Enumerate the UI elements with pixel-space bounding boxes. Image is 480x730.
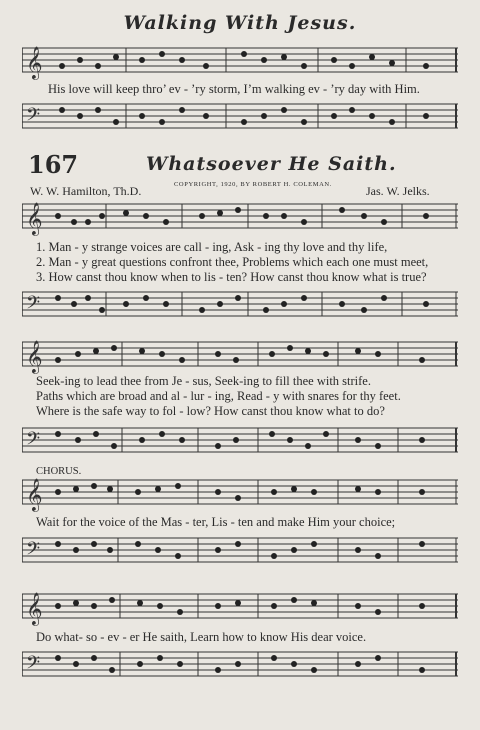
- verse-2-line: Paths which are broad and al - lur - ing, Read - y with snares for thy feet.: [36, 389, 401, 403]
- music-staff-treble: [22, 44, 458, 80]
- svg-text:𝄞: 𝄞: [26, 204, 43, 235]
- music-staff-treble: [22, 476, 458, 512]
- svg-text:𝄢: 𝄢: [26, 104, 41, 129]
- hymn-title: Whatsoever He Saith.: [146, 153, 397, 175]
- music-staff-bass: [22, 534, 458, 570]
- music-staff-bass: [22, 288, 458, 324]
- verse-1-line: Seek-ing to lead thee from Je - sus, Seek-ing to fill thee with strife.: [36, 374, 371, 388]
- verse-2-line: 2. Man - y great questions confront thee, Problems which each one must meet,: [36, 255, 429, 269]
- svg-text:𝄞: 𝄞: [26, 594, 43, 625]
- verse-3-line: 3. How canst thou know when to lis - ten? How canst thou know what is true?: [36, 270, 427, 284]
- verse-3-line: Where is the safe way to fol - low? How canst thou know what to do?: [36, 404, 385, 418]
- music-staff-treble: [22, 590, 458, 626]
- author-credit: W. W. Hamilton, Th.D.: [30, 184, 142, 198]
- svg-text:𝄢: 𝄢: [26, 538, 41, 563]
- hymn-number: 167: [28, 150, 79, 179]
- music-staff-bass: [22, 100, 458, 136]
- chorus-line: Wait for the voice of the Mas - ter, Lis - ten and make Him your choice;: [36, 515, 396, 529]
- svg-text:𝄞: 𝄞: [26, 48, 43, 79]
- svg-text:𝄞: 𝄞: [26, 480, 43, 511]
- svg-text:𝄞: 𝄞: [26, 342, 43, 373]
- composer-credit: Jas. W. Jelks.: [366, 184, 430, 198]
- svg-text:𝄢: 𝄢: [26, 652, 41, 677]
- chorus-label: CHORUS.: [36, 466, 82, 477]
- svg-text:𝄢: 𝄢: [26, 428, 41, 453]
- verse-1-line: 1. Man - y strange voices are call - ing, Ask - ing thy love and thy life,: [36, 240, 388, 254]
- header-hymn-lyric: His love will keep thro’ ev - ’ry storm, I’m walking ev - ’ry day with Him.: [48, 82, 420, 96]
- svg-text:𝄢: 𝄢: [26, 292, 41, 317]
- copyright-notice: COPYRIGHT, 1920, BY ROBERT H. COLEMAN.: [174, 181, 332, 188]
- music-staff-bass: [22, 424, 458, 460]
- music-staff-treble: [22, 200, 458, 236]
- music-staff-treble: [22, 338, 458, 374]
- header-hymn-title: Walking With Jesus.: [123, 12, 357, 34]
- music-staff-bass: [22, 648, 458, 684]
- chorus-line: Do what- so - ev - er He saith, Learn how to know His dear voice.: [36, 630, 367, 644]
